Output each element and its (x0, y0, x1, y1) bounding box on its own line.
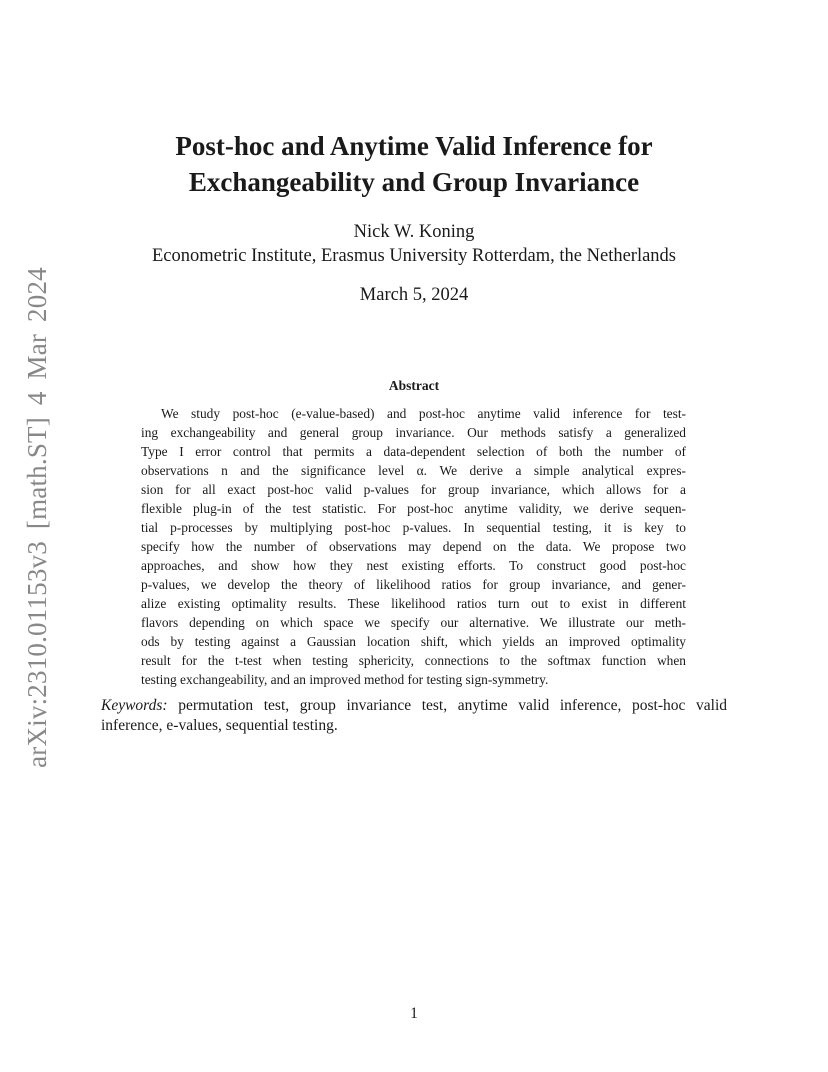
abstract-line: result for the t-test when testing sphericity, connections to the softmax function when (141, 653, 686, 668)
paper-title-line-1: Post-hoc and Anytime Valid Inference for (175, 131, 653, 161)
abstract-line: p-values, we develop the theory of likelihood ratios for group invariance, and gener- (141, 577, 686, 592)
abstract-line: sion for all exact post-hoc valid p-values for group invariance, which allows for a (141, 482, 686, 497)
abstract-line: testing exchangeability, and an improved method for testing sign-symmetry. (141, 672, 549, 687)
abstract-line: observations n and the significance level α. We derive a simple analytical expres- (141, 463, 686, 478)
keywords-list-part-1: permutation test, group invariance test, anytime valid inference, post-hoc valid (178, 697, 728, 714)
publication-date: March 5, 2024 (359, 285, 469, 305)
keywords-block (101, 696, 727, 736)
abstract-line: alize existing optimality results. These likelihood ratios turn out to exist in different (141, 596, 686, 611)
keywords-label: Keywords: (101, 697, 168, 714)
abstract-line: Type I error control that permits a data-dependent selection of both the number of (141, 444, 686, 459)
abstract-line: flavors depending on which space we specify our alternative. We illustrate our meth- (141, 615, 686, 630)
author-affiliation: Econometric Institute, Erasmus University Rotterdam, the Netherlands (151, 246, 677, 266)
paper-title (100, 128, 728, 200)
abstract-line: tial p-processes by multiplying post-hoc p-values. In sequential testing, it is key to (141, 520, 686, 535)
keywords-list-part-2: inference, e-values, sequential testing. (101, 717, 338, 734)
author-name: Nick W. Koning (353, 222, 475, 242)
abstract-line: specify how the number of observations may depend on the data. We propose two (141, 539, 686, 554)
abstract-line: We study post-hoc (e-value-based) and post-hoc anytime valid inference for test- (161, 406, 686, 421)
page-number: 1 (410, 1005, 418, 1022)
abstract-line: ing exchangeability and general group invariance. Our methods satisfy a generalized (141, 425, 686, 440)
paper-title-line-2: Exchangeability and Group Invariance (188, 167, 640, 197)
abstract-line: ods by testing against a Gaussian location shift, which yields an improved optimality (141, 634, 686, 649)
arxiv-identifier-text: arXiv:2310.01153v3 [math.ST] 4 Mar 2024 (21, 267, 52, 768)
abstract-body (141, 404, 686, 689)
abstract-heading: Abstract (388, 378, 440, 393)
abstract-line: flexible plug-in of the test statistic. For post-hoc anytime validity, we derive sequen- (141, 501, 686, 516)
abstract-line: approaches, and show how they nest existing efforts. To construct good post-hoc (141, 558, 686, 573)
arxiv-identifier-stamp (19, 267, 55, 768)
author-block (60, 220, 768, 268)
keywords-line-1 (101, 696, 727, 716)
